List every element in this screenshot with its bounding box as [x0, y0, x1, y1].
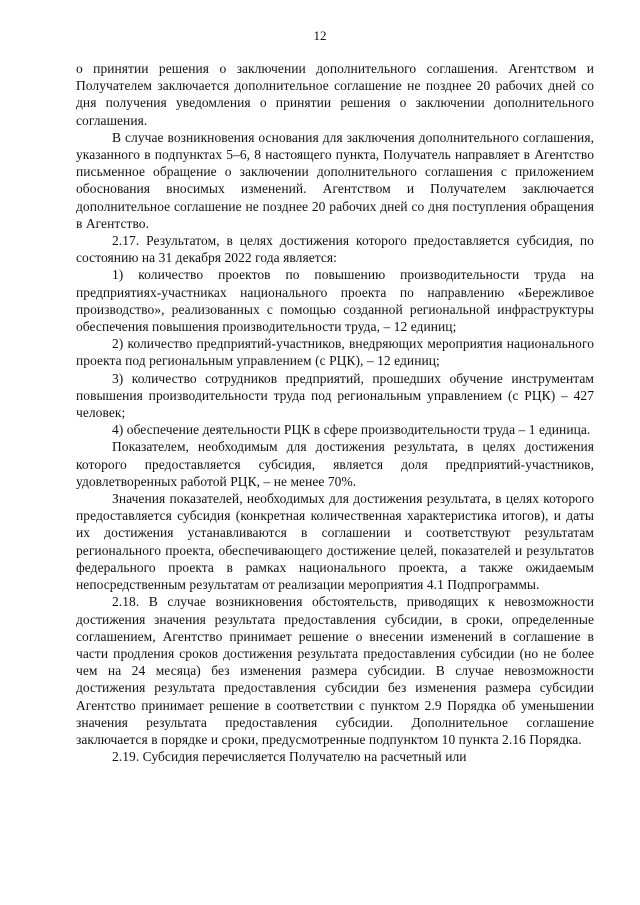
list-item-enterprises-count: 2) количество предприятий-участников, внедряющих мероприятия национального проекта под региональным управлением (с РЦК), – 12 единиц;	[76, 336, 594, 369]
list-item-rck-activity: 4) обеспечение деятельности РЦК в сфере производительности труда – 1 единица.	[112, 422, 591, 438]
paragraph-indicator-values: Значения показателей, необходимых для достижения результата, в целях которого предоставляется субсидия (конкретная количественная характеристика итогов), и даты их достижения устанавливаются в соглашении и соответствуют результатам регионального проекта, обеспечивающего достижение целей, показателей и результатов федерального проекта в рамках национального проекта, а также ожидаемым непосредственным результатам от реализации мероприятия 4.1 Подпрограммы.	[76, 491, 594, 593]
paragraph-2-17-result: 2.17. Результатом, в целях достижения которого предоставляется субсидия, по состоянию на 31 декабря 2022 года является:	[76, 233, 594, 266]
list-item-projects-count: 1) количество проектов по повышению производительности труда на предприятиях-участниках национального проекта по направлению «Бережливое производство», реализованных с помощью созданной региональной инфраструктуры обеспечения повышения производительности труда, – 12 единиц;	[76, 267, 594, 335]
page-number: 12	[313, 28, 327, 43]
paragraph-2-19-transfer: 2.19. Субсидия перечисляется Получателю на расчетный или	[112, 749, 467, 765]
paragraph-agreement-conclusion: о принятии решения о заключении дополнительного соглашения. Агентством и Получателем заключается дополнительное соглашение не позднее 20 рабочих дней со дня получения уведомления о принятии решения о заключении дополнительного соглашения.	[76, 61, 594, 128]
paragraph-indicator: Показателем, необходимым для достижения результата, в целях достижения которого предоставляется субсидия, является доля предприятий-участников, удовлетворенных работой РЦК, – не менее 70%.	[76, 439, 594, 489]
paragraph-2-18-circumstances: 2.18. В случае возникновения обстоятельств, приводящих к невозможности достижения значения результата предоставления субсидии, в сроки, определенные соглашением, Агентство принимает решение о внесении изменений в соглашение в части продления сроков достижения результата предоставления субсидии (но не более чем на 24 месяца) без изменения размера субсидии. В случае невозможности достижения результата предоставления субсидии без изменения размера субсидии Агентство принимает решение в соответствии с пунктом 2.9 Порядка об уменьшении значения результата предоставления субсидии. Дополнительное соглашение заключается в порядке и сроки, предусмотренные подпунктом 10 пункта 2.16 Порядка.	[76, 594, 594, 747]
paragraph-agreement-request: В случае возникновения основания для заключения дополнительного соглашения, указанного в подпунктах 5–6, 8 настоящего пункта, Получатель направляет в Агентство письменное обращение о заключении дополнительного соглашения с приложением обоснования вносимых изменений. Агентством и Получателем заключается дополнительное соглашение не позднее 20 рабочих дней со дня поступления обращения в Агентство.	[76, 129, 594, 231]
list-item-employees-count: 3) количество сотрудников предприятий, прошедших обучение инструментам повышения производительности труда под региональным управлением (с РЦК) – 427 человек;	[76, 370, 594, 421]
document-body	[76, 60, 594, 765]
